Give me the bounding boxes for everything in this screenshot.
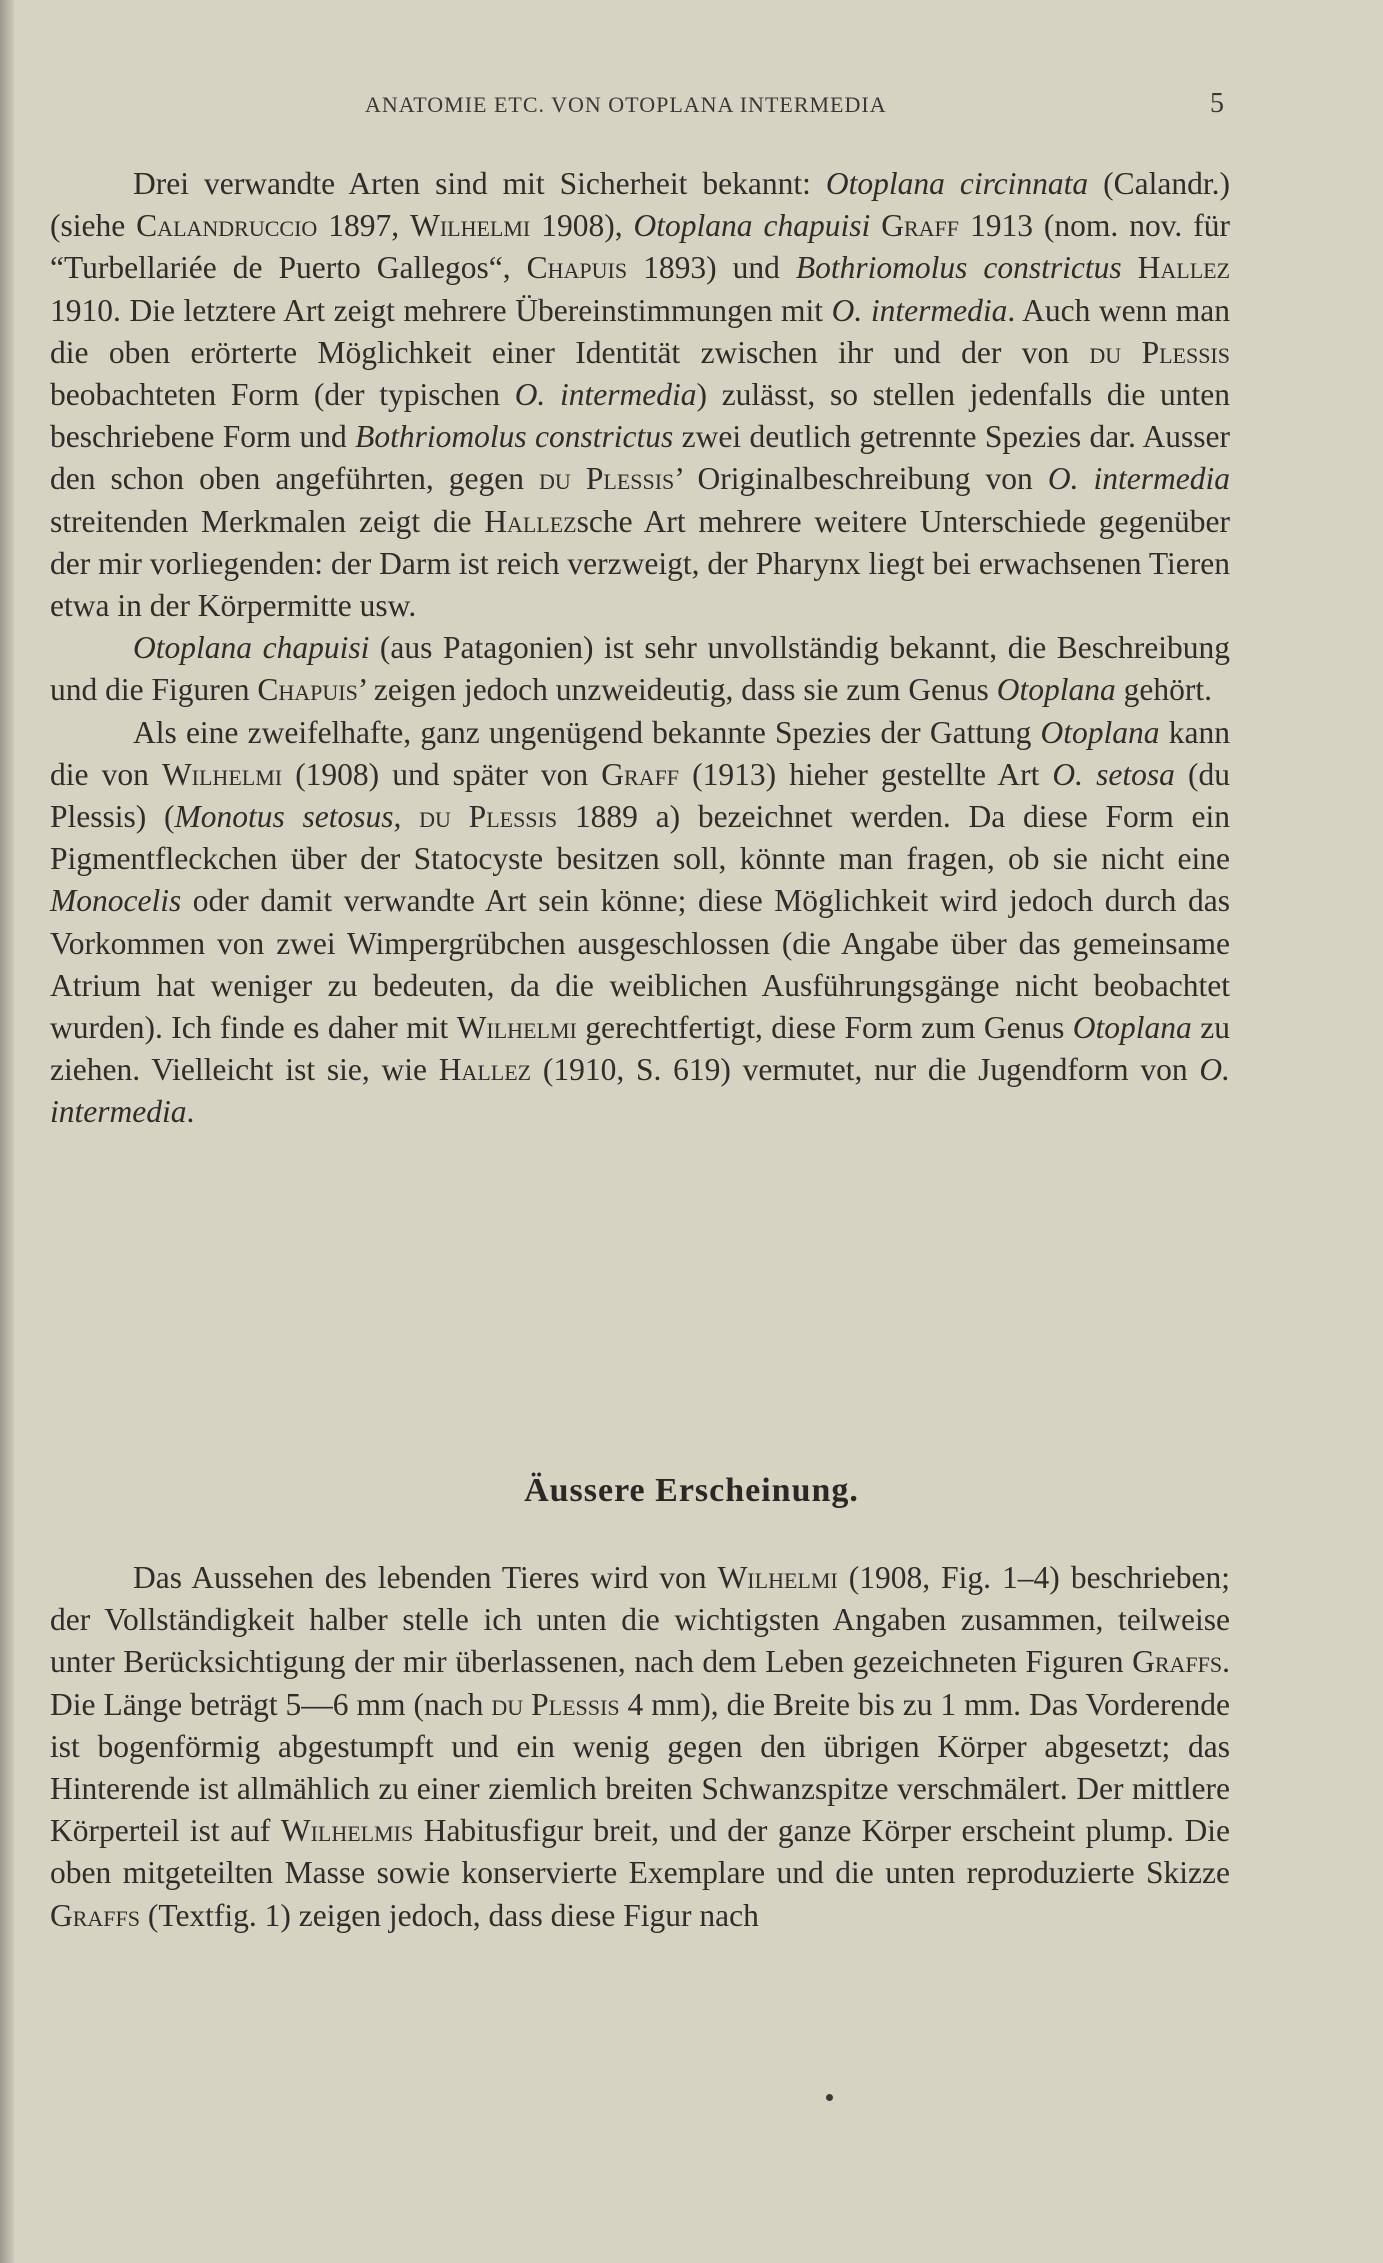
species-name: Otoplana chapuisi <box>133 630 370 666</box>
author-name: Wilhelmi <box>410 208 531 244</box>
species-name: Otoplana chapuisi <box>633 208 871 244</box>
author-name: Graff <box>881 208 959 244</box>
author-name: Graff <box>601 756 680 792</box>
page-edge <box>0 0 14 2263</box>
paragraph-otoplana-setosa: Als eine zweifelhafte, ganz ungenügend bekannte Spezies der Gattung Otoplana kann die von Wilhelmi (1908) und später von Graff (1913) hieher gestellte Art O. setosa (du Plessis) (Monotus setosus, du Plessis 1889 a) bezeichnet werden. Da diese Form ein Pigmentfleckchen über der Statocyste besitzen soll, könnte man fragen, ob sie nicht eine Monocelis oder damit verwandte Art sein könne; diese Möglichkeit wird jedoch durch das Vorkommen von zwei Wimpergrübchen ausgeschlossen (die Angabe über das gemeinsame Atrium hat weniger zu bedeuten, da die weiblichen Ausführungsgänge nicht beobachtet wurden). Ich finde es daher mit Wilhelmi gerechtfertigt, diese Form zum Genus Otoplana zu ziehen. Vielleicht ist sie, wie Hallez (1910, S. 619) vermutet, nur die Jugendform von O. intermedia. <box>50 714 1230 1130</box>
author-name: Graffs <box>50 1897 141 1933</box>
body-text-bottom <box>50 1557 1230 1937</box>
author-name: du Plessis <box>1089 334 1230 370</box>
author-name: Hallez <box>438 1052 532 1088</box>
author-name: Wilhelmi <box>456 1010 577 1046</box>
author-name: du Plessis <box>539 461 675 497</box>
author-name: Wilhelmi <box>161 756 283 792</box>
section-heading: Äussere Erscheinung. <box>524 1472 859 1509</box>
body-text-top <box>50 163 1230 1134</box>
page-number: 5 <box>1210 88 1224 119</box>
species-name: Bothriomolus constrictus <box>795 250 1122 286</box>
author-name: Chapuis <box>257 672 358 708</box>
paragraph-otoplana-chapuisi: Otoplana chapuisi (aus Patagonien) ist sehr unvollständig bekannt, die Beschreibung und die Figuren Chapuis’ zeigen jedoch unzweideutig, dass sie zum Genus Otoplana gehört. <box>50 630 1231 708</box>
stray-mark <box>826 2094 833 2101</box>
author-name: Wilhelmis <box>280 1813 414 1849</box>
running-head: ANATOMIE ETC. VON OTOPLANA INTERMEDIA <box>365 92 887 117</box>
paragraph-appearance: Das Aussehen des lebenden Tieres wird von Wilhelmi (1908, Fig. 1–4) beschrieben; der Vollständigkeit halber stelle ich unten die wichtigsten Angaben zusammen, teilweise unter Berücksichtigung der mir überlassenen, nach dem Leben gezeichneten Figuren Graffs. Die Länge beträgt 5—6 mm (nach du Plessis 4 mm), die Breite bis zu 1 mm. Das Vorderende ist bogenförmig abgestumpft und ein wenig gegen den übrigen Körper abgesetzt; das Hinterende ist allmählich zu einer ziemlich breiten Schwanzspitze verschmälert. Der mittlere Körperteil ist auf Wilhelmis Habitusfigur breit, und der ganze Körper erscheint plump. Die oben mitgeteilten Masse sowie konservierte Exemplare und die unten reproduzierte Skizze Graffs (Textfig. 1) zeigen jedoch, dass diese Figur nach <box>50 1560 1230 1933</box>
species-name: Otoplana <box>996 672 1116 708</box>
species-name: O. setosa <box>1052 756 1175 792</box>
author-name: Graffs <box>1132 1644 1223 1680</box>
author-name: Hallez <box>484 503 577 539</box>
paragraph-related-species: Drei verwandte Arten sind mit Sicherheit bekannt: Otoplana circinnata (Calandr.) (siehe Calandruccio 1897, Wilhelmi 1908), Otoplana chapuisi Graff 1913 (nom. nov. für “Turbellariée de Puerto Gallegos“, Chapuis 1893) und Bothriomolus constrictus Hallez 1910. Die letztere Art zeigt mehrere Übereinstimmungen mit O. intermedia. Auch wenn man die oben erörterte Möglichkeit einer Identität zwischen ihr und der von du Plessis beobachteten Form (der typischen O. intermedia) zulässt, so stellen jedenfalls die unten beschriebene Form und Bothriomolus constrictus zwei deutlich getrennte Spezies dar. Ausser den schon oben angeführten, gegen du Plessis’ Originalbeschreibung von O. intermedia streitenden Merkmalen zeigt die Hallezsche Art mehrere weitere Unterschiede gegenüber der mir vorliegenden: der Darm ist reich verzweigt, der Pharynx liegt bei erwachsenen Tieren etwa in der Körpermitte usw. <box>50 166 1231 624</box>
author-name: Wilhelmi <box>717 1560 838 1595</box>
species-name: O. intermedia <box>1047 461 1230 497</box>
species-name: Otoplana <box>1072 1010 1192 1046</box>
species-name: O. intermedia <box>514 377 697 413</box>
author-name: du Plessis <box>419 799 558 835</box>
author-name: Calandruccio <box>136 208 318 244</box>
species-name: Bothriomolus constrictus <box>355 419 674 455</box>
species-name: O. intermedia <box>50 1052 1230 1130</box>
species-name: Monocelis <box>50 883 182 919</box>
species-name: Otoplana <box>1040 714 1160 750</box>
species-name: Monotus setosus, <box>174 799 402 835</box>
author-name: Hallez <box>1137 250 1231 286</box>
author-name: Chapuis <box>526 250 628 286</box>
species-name: Otoplana circinnata <box>825 166 1089 201</box>
species-name: O. intermedia <box>831 292 1008 328</box>
author-name: du Plessis <box>491 1686 620 1722</box>
